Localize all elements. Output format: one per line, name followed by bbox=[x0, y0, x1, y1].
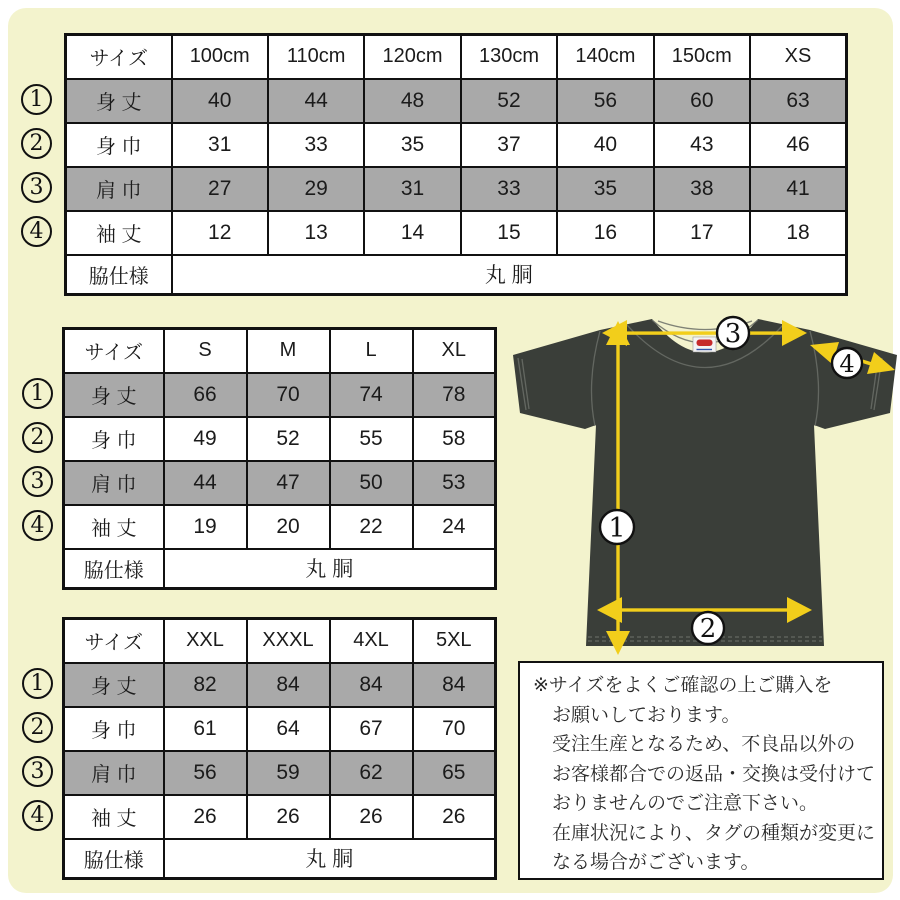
size-value-cell: 74 bbox=[330, 373, 413, 417]
row-marker-3: 3 bbox=[22, 756, 53, 787]
header-row bbox=[64, 329, 496, 373]
size-value-cell: 70 bbox=[247, 373, 330, 417]
row-label: 身 巾 bbox=[64, 417, 164, 461]
badge-2: 2 bbox=[699, 614, 717, 644]
size-value-cell: 60 bbox=[654, 79, 750, 123]
side-spec-label: 脇仕様 bbox=[64, 549, 164, 589]
side-spec-value: 丸 胴 bbox=[164, 839, 496, 879]
size-value-cell: 19 bbox=[164, 505, 247, 549]
row-label: 身 巾 bbox=[66, 123, 172, 167]
size-value-cell: 55 bbox=[330, 417, 413, 461]
size-value-cell: 16 bbox=[557, 211, 653, 255]
measure-row bbox=[64, 461, 496, 505]
size-value-cell: 26 bbox=[413, 795, 496, 839]
size-value-cell: 31 bbox=[364, 167, 460, 211]
row-label: 身 巾 bbox=[64, 707, 164, 751]
size-value-cell: 52 bbox=[247, 417, 330, 461]
side-spec-label: 脇仕様 bbox=[66, 255, 172, 295]
size-value-cell: 22 bbox=[330, 505, 413, 549]
row-label: 肩 巾 bbox=[64, 751, 164, 795]
row-marker-2: 2 bbox=[22, 712, 53, 743]
size-value-cell: 41 bbox=[750, 167, 846, 211]
size-table-kids-sizes bbox=[64, 33, 848, 296]
row-marker-3: 3 bbox=[22, 466, 53, 497]
column-header: XL bbox=[413, 329, 496, 373]
measure-row bbox=[64, 417, 496, 461]
row-label: 袖 丈 bbox=[64, 795, 164, 839]
size-value-cell: 26 bbox=[164, 795, 247, 839]
notice-line: おりませんのでご注意下さい。 bbox=[552, 793, 819, 814]
row-marker-1: 1 bbox=[22, 668, 53, 699]
side-spec-value: 丸 胴 bbox=[164, 549, 496, 589]
size-value-cell: 56 bbox=[164, 751, 247, 795]
size-value-cell: 56 bbox=[557, 79, 653, 123]
row-marker-4: 4 bbox=[22, 510, 53, 541]
row-label: 身 丈 bbox=[66, 79, 172, 123]
notice-line: ※サイズをよくご確認の上ご購入を bbox=[533, 675, 833, 696]
measure-row bbox=[66, 79, 847, 123]
size-value-cell: 17 bbox=[654, 211, 750, 255]
size-value-cell: 12 bbox=[172, 211, 268, 255]
size-value-cell: 15 bbox=[461, 211, 557, 255]
column-header: XS bbox=[750, 35, 846, 79]
row-label: 肩 巾 bbox=[66, 167, 172, 211]
purchase-notice-box bbox=[518, 661, 884, 880]
side-spec-value: 丸 胴 bbox=[172, 255, 847, 295]
size-value-cell: 78 bbox=[413, 373, 496, 417]
column-header: 4XL bbox=[330, 619, 413, 663]
side-spec-row bbox=[66, 255, 847, 295]
size-table-adult-sizes bbox=[62, 327, 497, 590]
size-value-cell: 38 bbox=[654, 167, 750, 211]
column-header: 5XL bbox=[413, 619, 496, 663]
size-value-cell: 66 bbox=[164, 373, 247, 417]
size-value-cell: 53 bbox=[413, 461, 496, 505]
measure-row bbox=[66, 211, 847, 255]
size-value-cell: 35 bbox=[557, 167, 653, 211]
size-value-cell: 26 bbox=[330, 795, 413, 839]
adult-size-table-wrapper bbox=[62, 327, 497, 590]
size-value-cell: 52 bbox=[461, 79, 557, 123]
size-value-cell: 20 bbox=[247, 505, 330, 549]
size-value-cell: 14 bbox=[364, 211, 460, 255]
column-header: S bbox=[164, 329, 247, 373]
row-marker-2: 2 bbox=[22, 422, 53, 453]
row-marker-1: 1 bbox=[21, 84, 52, 115]
size-value-cell: 67 bbox=[330, 707, 413, 751]
row-marker-4: 4 bbox=[22, 800, 53, 831]
measure-row bbox=[64, 707, 496, 751]
row-label: 身 丈 bbox=[64, 373, 164, 417]
size-value-cell: 44 bbox=[268, 79, 364, 123]
size-value-cell: 65 bbox=[413, 751, 496, 795]
row-marker-2: 2 bbox=[21, 128, 52, 159]
size-value-cell: 61 bbox=[164, 707, 247, 751]
column-header: XXXL bbox=[247, 619, 330, 663]
column-header: 140cm bbox=[557, 35, 653, 79]
size-value-cell: 59 bbox=[247, 751, 330, 795]
notice-line: 受注生産となるため、不良品以外の bbox=[552, 734, 856, 755]
size-value-cell: 84 bbox=[413, 663, 496, 707]
kids-size-table-wrapper bbox=[64, 33, 848, 296]
size-value-cell: 46 bbox=[750, 123, 846, 167]
size-value-cell: 31 bbox=[172, 123, 268, 167]
size-header: サイズ bbox=[66, 35, 172, 79]
size-value-cell: 40 bbox=[557, 123, 653, 167]
row-marker-4: 4 bbox=[21, 216, 52, 247]
column-header: L bbox=[330, 329, 413, 373]
size-table-big-sizes bbox=[62, 617, 497, 880]
size-value-cell: 84 bbox=[330, 663, 413, 707]
size-value-cell: 13 bbox=[268, 211, 364, 255]
size-value-cell: 58 bbox=[413, 417, 496, 461]
size-value-cell: 18 bbox=[750, 211, 846, 255]
header-row bbox=[66, 35, 847, 79]
row-marker-3: 3 bbox=[21, 172, 52, 203]
notice-line: お願いしております。 bbox=[552, 704, 741, 726]
badge-4: 4 bbox=[839, 350, 855, 378]
tshirt-measure-diagram bbox=[500, 308, 900, 660]
side-spec-row bbox=[64, 549, 496, 589]
size-value-cell: 62 bbox=[330, 751, 413, 795]
measure-row bbox=[64, 795, 496, 839]
size-value-cell: 33 bbox=[268, 123, 364, 167]
side-spec-label: 脇仕様 bbox=[64, 839, 164, 879]
measure-row bbox=[64, 505, 496, 549]
measure-row bbox=[64, 751, 496, 795]
size-value-cell: 33 bbox=[461, 167, 557, 211]
size-value-cell: 70 bbox=[413, 707, 496, 751]
size-value-cell: 29 bbox=[268, 167, 364, 211]
badge-3: 3 bbox=[724, 319, 742, 349]
size-value-cell: 48 bbox=[364, 79, 460, 123]
row-label: 袖 丈 bbox=[66, 211, 172, 255]
size-value-cell: 82 bbox=[164, 663, 247, 707]
size-value-cell: 26 bbox=[247, 795, 330, 839]
size-value-cell: 43 bbox=[654, 123, 750, 167]
size-value-cell: 63 bbox=[750, 79, 846, 123]
badge-1: 1 bbox=[608, 513, 626, 544]
header-row bbox=[64, 619, 496, 663]
size-header: サイズ bbox=[64, 329, 164, 373]
size-header: サイズ bbox=[64, 619, 164, 663]
size-value-cell: 35 bbox=[364, 123, 460, 167]
column-header: 100cm bbox=[172, 35, 268, 79]
measure-row bbox=[64, 373, 496, 417]
row-label: 肩 巾 bbox=[64, 461, 164, 505]
notice-line: 在庫状況により、タグの種類が変更に bbox=[552, 822, 876, 844]
column-header: XXL bbox=[164, 619, 247, 663]
collar-tag bbox=[693, 337, 716, 352]
column-header: 130cm bbox=[461, 35, 557, 79]
notice-line: お客様都合での返品・交換は受付けて bbox=[552, 763, 876, 785]
row-marker-1: 1 bbox=[22, 378, 53, 409]
size-value-cell: 84 bbox=[247, 663, 330, 707]
measure-row bbox=[66, 167, 847, 211]
size-value-cell: 50 bbox=[330, 461, 413, 505]
size-value-cell: 64 bbox=[247, 707, 330, 751]
size-value-cell: 27 bbox=[172, 167, 268, 211]
size-value-cell: 24 bbox=[413, 505, 496, 549]
column-header: 110cm bbox=[268, 35, 364, 79]
size-value-cell: 37 bbox=[461, 123, 557, 167]
big-size-table-wrapper bbox=[62, 617, 497, 880]
side-spec-row bbox=[64, 839, 496, 879]
measure-row bbox=[64, 663, 496, 707]
size-value-cell: 44 bbox=[164, 461, 247, 505]
size-value-cell: 49 bbox=[164, 417, 247, 461]
column-header: M bbox=[247, 329, 330, 373]
size-value-cell: 47 bbox=[247, 461, 330, 505]
notice-line: なる場合がございます。 bbox=[552, 852, 760, 873]
row-label: 袖 丈 bbox=[64, 505, 164, 549]
column-header: 150cm bbox=[654, 35, 750, 79]
row-label: 身 丈 bbox=[64, 663, 164, 707]
measure-row bbox=[66, 123, 847, 167]
column-header: 120cm bbox=[364, 35, 460, 79]
size-value-cell: 40 bbox=[172, 79, 268, 123]
